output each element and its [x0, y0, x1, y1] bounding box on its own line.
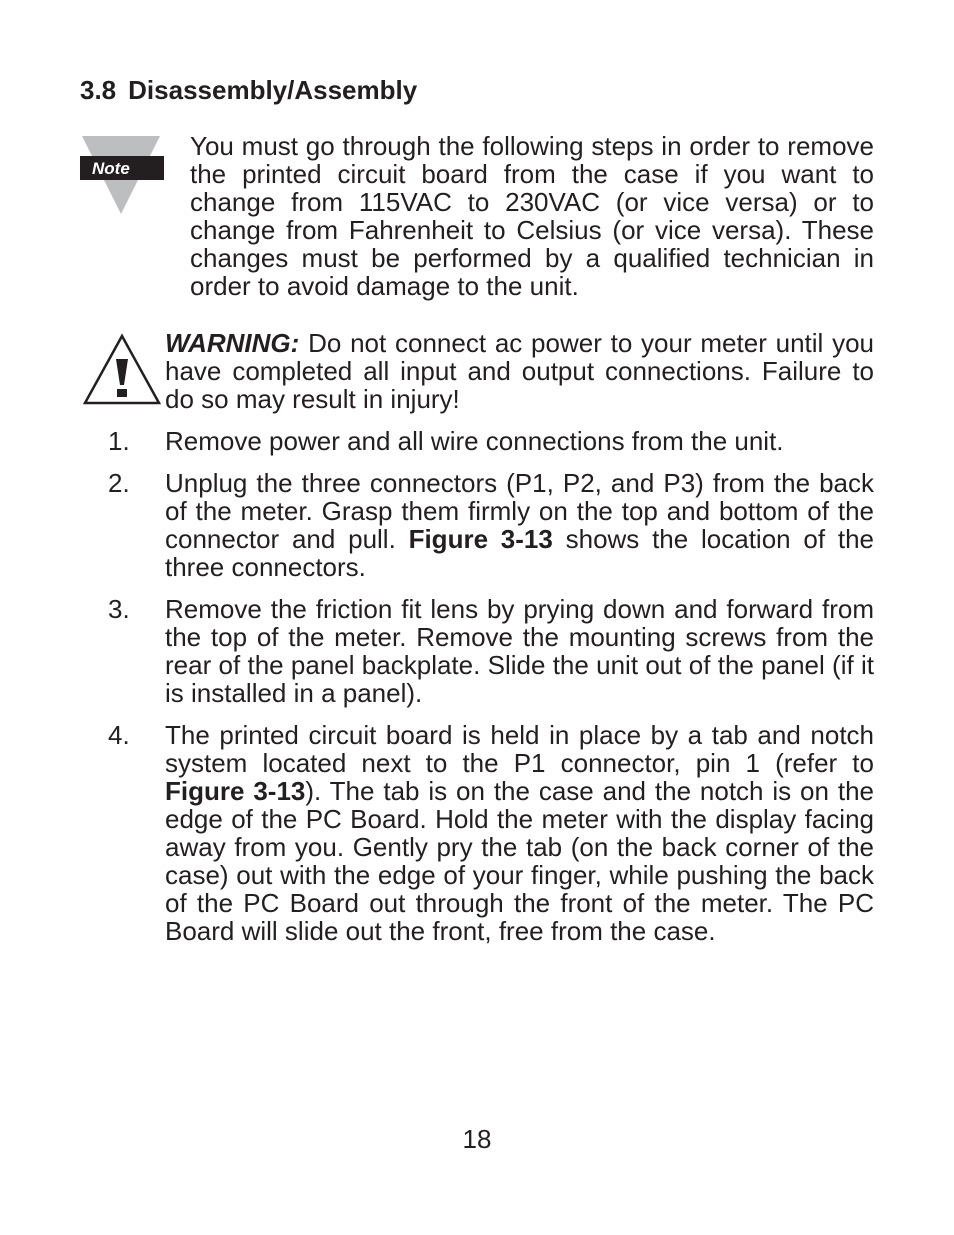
step-text: [165, 721, 874, 945]
warning-label: WARNING:: [165, 328, 300, 358]
step-text-part: The printed circuit board is held in place by a tab and notch system located next to the P1 connector, pin 1 (refer to: [165, 720, 874, 778]
step-number: 3.: [108, 594, 130, 624]
section-number: 3.8: [80, 75, 117, 105]
figure-reference: Figure 3-13: [165, 776, 306, 806]
step-text-part: Remove power and all wire connections from the unit.: [165, 426, 784, 456]
step-text-part: shows the location of the three connectors.: [165, 524, 874, 582]
step-text-part: Unplug the three connectors (P1, P2, and P3) from the back of the meter. Grasp them firmly on the top and bottom of the connector and pull.: [165, 468, 874, 554]
steps-list: [108, 427, 874, 959]
step-text: [165, 595, 874, 707]
step-text-part: Remove the friction fit lens by prying down and forward from the top of the meter. Remove the mounting screws from the rear of the panel backplate. Slide the unit out of the panel (if it is installed in a panel).: [165, 594, 874, 708]
section-title: Disassembly/Assembly: [128, 75, 418, 105]
note-text: You must go through the following steps in order to remove the printed circuit board from the case if you want to change from 115VAC to 230VAC (or vice versa) or to change from Fahrenheit to Celsius (or vice versa). These changes must be performed by a qualified technician in order to avoid damage to the unit.: [190, 131, 874, 301]
list-item: [108, 427, 874, 455]
list-item: [108, 721, 874, 945]
step-number: 4.: [108, 720, 130, 750]
step-number: 1.: [108, 426, 130, 456]
note-icon-label: Note: [92, 159, 130, 178]
warning-message: Do not connect ac power to your meter until you have completed all input and output connections. Failure to do so may result in injury!: [165, 328, 874, 414]
page-number: 18: [462, 1124, 492, 1154]
list-item: [108, 595, 874, 707]
list-item: [108, 469, 874, 581]
section-heading: [80, 74, 417, 106]
step-text: [165, 427, 874, 455]
step-number: 2.: [108, 468, 130, 498]
warning-triangle-icon: [82, 333, 162, 405]
figure-reference: Figure 3-13: [408, 524, 553, 554]
note-icon: [80, 136, 164, 214]
step-text: [165, 469, 874, 581]
warning-text: [165, 329, 874, 413]
step-text-part: ). The tab is on the case and the notch is on the edge of the PC Board. Hold the meter with the display facing away from you. Gently pry the tab (on the back corner of the case) out with the edge of your finger, while pushing the back of the PC Board out through the front of the meter. The PC Board will slide out the front, free from the case.: [165, 776, 874, 946]
